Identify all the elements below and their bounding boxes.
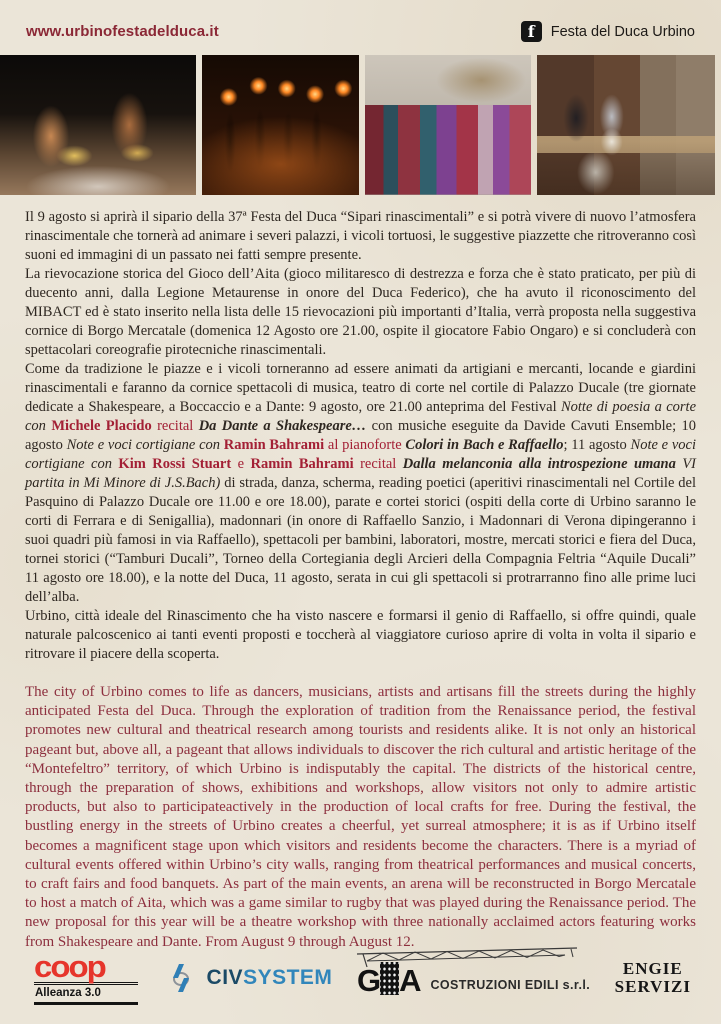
gma-label: COSTRUZIONI EDILI s.r.l. — [430, 977, 591, 992]
civsystem-wordmark: CIVSYSTEM — [206, 966, 333, 990]
website-url[interactable]: www.urbinofestadelduca.it — [26, 23, 219, 40]
facebook-page-name: Festa del Duca Urbino — [550, 23, 695, 40]
italian-paragraph-2: La rievocazione storica del Gioco dell’Aita (gioco militaresco di destrezza e forza che è stato praticato, per più di duecento anni, dalla Legione Metaurense in onore del Duca Federico), che ha avuto il riconoscimento del MIBACT ed è stato inserito nella lista delle 15 rievocazioni più importanti d’Italia, verrà proposta nella suggestiva cornice di Borgo Mercatale (domenica 12 Agosto ore 21.00, ospite il giocatore Fabio Ongaro) e si concluderà con spettacolari coreografie pirotecniche rinascimentali. — [25, 266, 696, 358]
italian-paragraph-1: Il 9 agosto si aprirà il sipario della 37ª Festa del Duca “Sipari rinascimentali” e si potrà vivere di nuovo l’atmosfera rinascimentale che tornerà ad animare i severi palazzi, i vicoli tortuosi, le suggestive piazzette che ritroveranno così suoni ed immagini di un passato nei fatti sempre presente. — [25, 209, 696, 263]
coop-logo — [34, 949, 138, 1005]
facebook-link[interactable] — [521, 21, 695, 42]
engie-servizi-logo — [615, 960, 691, 996]
facebook-icon: f — [521, 21, 542, 42]
italian-paragraph-4: Urbino, città ideale del Rinascimento che ha visto nascere e formarsi il genio di Raffaello, si offre quindi, quale naturale palcoscenico ai tanti eventi proposti e toccherà al viaggiatore curioso aprire di volta in volta il sipario e ritrovare il piacere della scoperta. — [25, 608, 696, 662]
photo-strip — [0, 55, 721, 195]
coop-wordmark: coop — [34, 949, 105, 984]
photo-costume-parade — [365, 55, 531, 195]
engie-line1: ENGIE — [622, 959, 683, 979]
coop-subtitle: Alleanza 3.0 — [34, 982, 138, 1005]
civsystem-logo — [163, 960, 333, 996]
english-paragraph: The city of Urbino comes to life as dancers, musicians, artists and artisans fill the streets during the highly anticipated Festa del Duca. Through the exploration of tradition from the Renaissance period, the festival promotes new cultural and theatrical research among tourists and residents alike. It is not only an historical pageant but, above all, a pageant that allows individuals to discover the rich cultural and artistic heritage of the “Montefeltro” territory, of which Urbino is indisputably the capital. The districts of the historical centre, through the preparation of shows, exhibitions and workshops, allow visitors not only to admire artistic products, but also to participateactively in the production of local crafts for free. During the festival, the bustling energy in the streets of Urbino creates a cheerful, yet surreal atmosphere; it is as if Urbino itself becomes a magnificent stage upon which visitors and residents become the characters. There is a myriad of cultural events offered within Urbino’s city walls, ranging from theatrical performances and musical concerts, to craft fairs and food banquets. As part of the main events, an arena will be reconstructed in Borgo Mercatale to host a match of Aita, which was a game similar to rugby that was played during the Renaissance period. The new proposal for this year will be a theatre workshop with three nationally acclaimed actors featuring works from Shakespeare and Dante. From August 9 through August 12. — [25, 684, 696, 950]
photo-torch-bearers — [202, 55, 359, 195]
civsystem-slashes-icon — [163, 960, 199, 996]
engie-line2: SERVIZI — [614, 977, 691, 997]
gma-letters: G A — [356, 962, 421, 998]
italian-paragraph-3: Come da tradizione le piazze e i vicoli torneranno ad essere animati da artigiani e mercanti, locande e giardini rinascimentali e faranno da cornice spettacoli di musica, teatro di corte nel cortile di Palazzo Ducale (tre giornate dedicate a Shakespeare, a Boccaccio e a Dante: 9 agosto, ore 21.00 anteprima del Festival Notte di poesia a corte con Michele Placido recital Da Dante a Shakespeare… con musiche eseguite da Davide Cavuti Ensemble; 10 agosto Note e voci cortigiane con Ramin Bahrami al pianoforte Colori in Bach e Raffaello; 11 agosto Note e voci cortigiane con Kim Rossi Stuart e Ramin Bahrami recital Dalla melanconia alla introspezione umana VI partita in Mi Minore di J.S.Bach) di strada, danza, scherma, reading poetici (aperitivi rinascimentali nel Cortile del Pasquino di Palazzo Ducale ore 11.00 e ore 18.00), parate e cortei storici (ospiti della corte di Urbino saranno le corti di Ferrara e di Senigallia), madonnari (in onore di Raffaello Sanzio, i Madonnari di Verona dipingeranno i suoi quadri più famosi in via Raffaello), spettacoli per bambini, laboratori, mostre, mercati storici e fiera del Duca, tornei storici (“Tamburi Ducali”, Torneo della Cortegiania degli Arcieri della Compagnia Feltria “Aquile Ducali” 11 agosto ore 18.00), e la notte del Duca, 11 agosto, serata in cui gli spettacoli si protrarranno fino alle prime luci dell’alba. — [25, 361, 697, 605]
gma-logo — [356, 962, 591, 998]
header — [0, 0, 721, 55]
article — [0, 195, 721, 952]
photo-historic-market — [537, 55, 715, 195]
crane-icon — [353, 945, 583, 969]
photo-aita-game — [0, 55, 196, 195]
sponsor-bar — [0, 949, 721, 1024]
